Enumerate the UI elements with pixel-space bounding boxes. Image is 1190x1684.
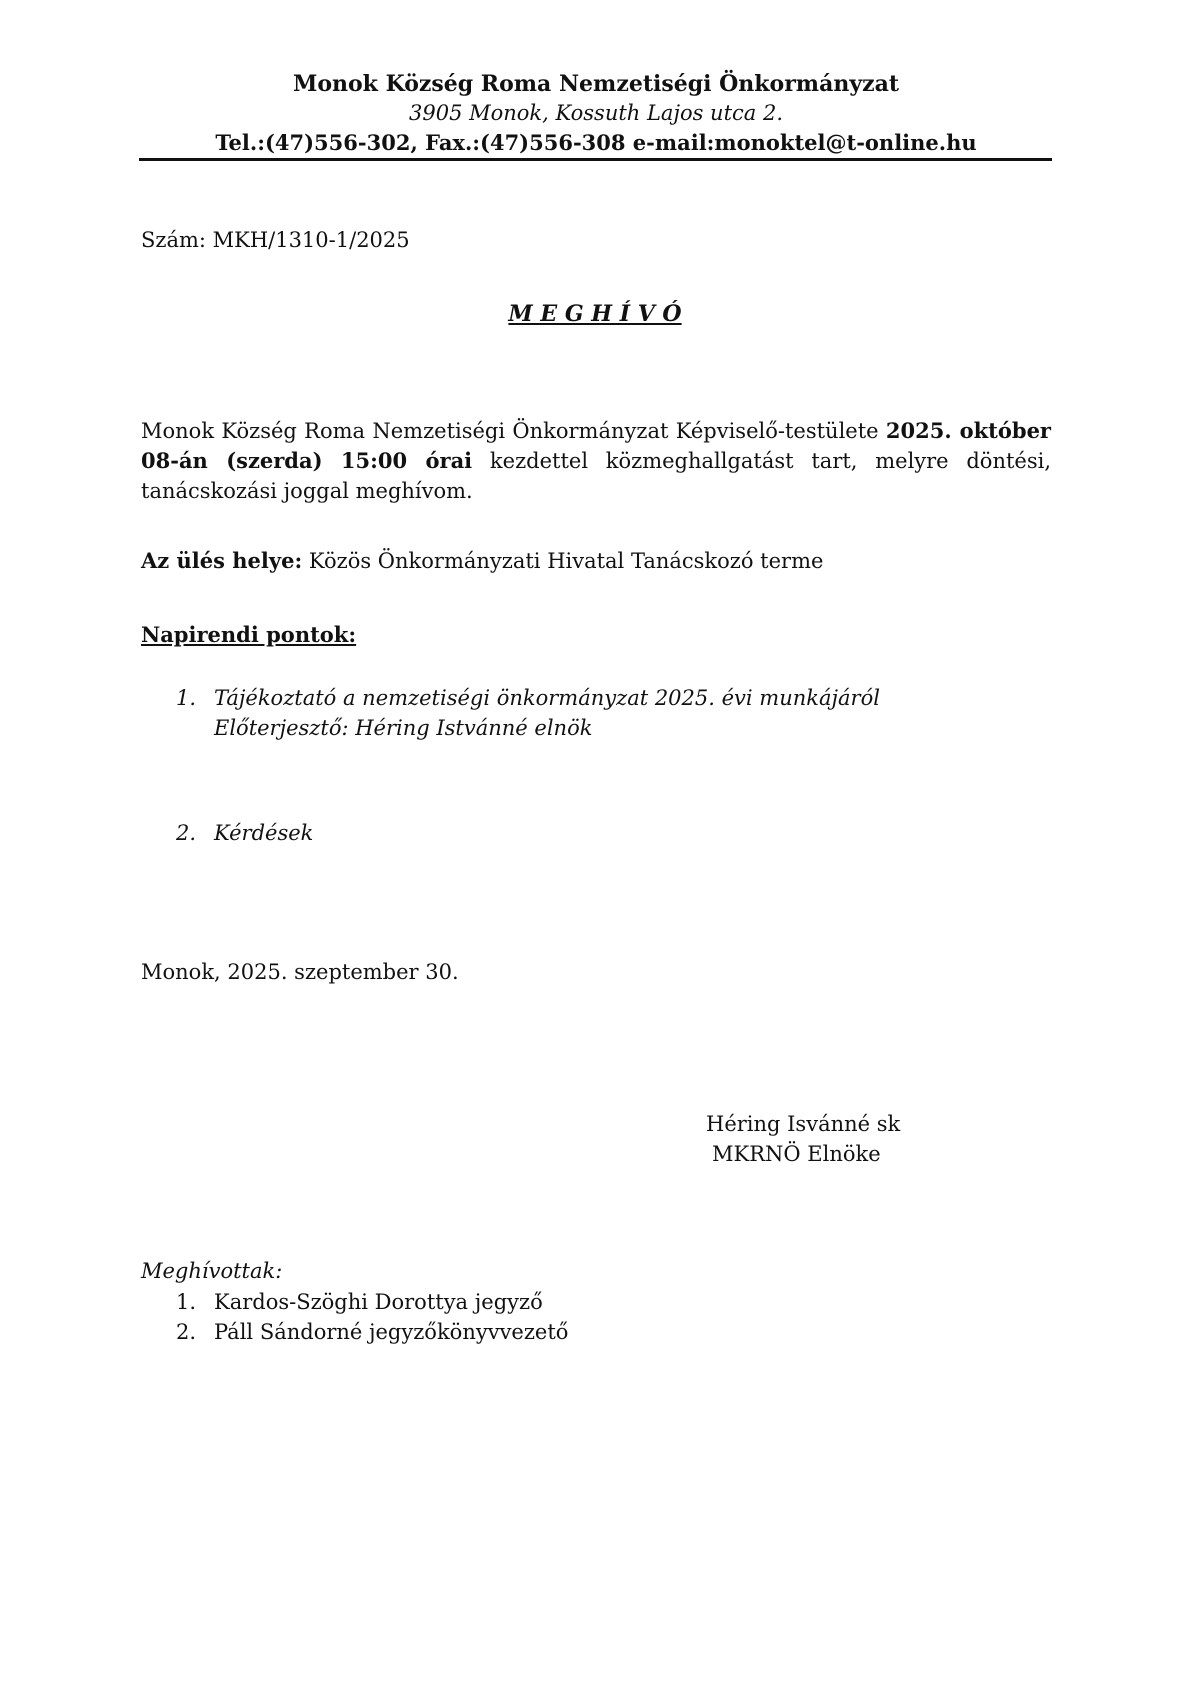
organization-address: 3905 Monok, Kossuth Lajos utca 2. (408, 101, 784, 125)
organization-name: Monok Község Roma Nemzetiségi Önkormányzat (292, 71, 900, 97)
reference-number: Szám: MKH/1310-1/2025 (141, 228, 410, 252)
invited-item (176, 1287, 568, 1317)
place-and-date: Monok, 2025. szeptember 30. (141, 960, 459, 984)
meeting-location (141, 548, 823, 573)
document-title: M E G H Í V Ó (508, 301, 682, 327)
invited-item-number: 1. (176, 1290, 197, 1314)
signatory-role: MKRNÖ Elnöke (712, 1142, 881, 1166)
agenda-item-number: 2. (176, 821, 197, 845)
meeting-datetime: 2025. október 08-án (szerda) 15:00 órai (141, 418, 1051, 473)
invited-item-text: Kardos-Szöghi Dorottya jegyző (214, 1290, 543, 1314)
invited-item (176, 1317, 568, 1347)
location-value: Közös Önkormányzati Hivatal Tanácskozó terme (302, 549, 824, 573)
agenda-item-presenter: Előterjesztő: Héring Istvánné elnök (214, 716, 593, 740)
header-divider (139, 158, 1052, 161)
agenda-item-number: 1. (176, 686, 197, 710)
agenda-item (176, 683, 880, 743)
agenda-heading: Napirendi pontok: (141, 622, 357, 647)
agenda-item-title: Kérdések (214, 821, 314, 845)
agenda-item (176, 818, 313, 848)
invitation-text-after: kezdettel közmeghallgatást tart, melyre döntési, tanácskozási joggal meghívom. (141, 449, 1052, 503)
letterhead (140, 70, 1052, 157)
invited-list (176, 1287, 568, 1347)
organization-contact: Tel.:(47)556-302, Fax.:(47)556-308 e-mail:monoktel@t-online.hu (215, 130, 977, 155)
invitation-text-before: Monok Község Roma Nemzetiségi Önkormányzat Képviselő-testülete (141, 419, 886, 443)
signatory-name: Héring Isvánné sk (706, 1112, 901, 1136)
invited-item-text: Páll Sándorné jegyzőkönyvvezető (214, 1320, 569, 1344)
invited-label: Meghívottak: (141, 1259, 283, 1283)
invited-item-number: 2. (176, 1320, 197, 1344)
agenda-item-title: Tájékoztató a nemzetiségi önkormányzat 2025. évi munkájáról (214, 686, 880, 710)
invitation-paragraph (141, 416, 1051, 506)
location-label: Az ülés helye: (141, 548, 303, 573)
signature-block (706, 1109, 900, 1169)
